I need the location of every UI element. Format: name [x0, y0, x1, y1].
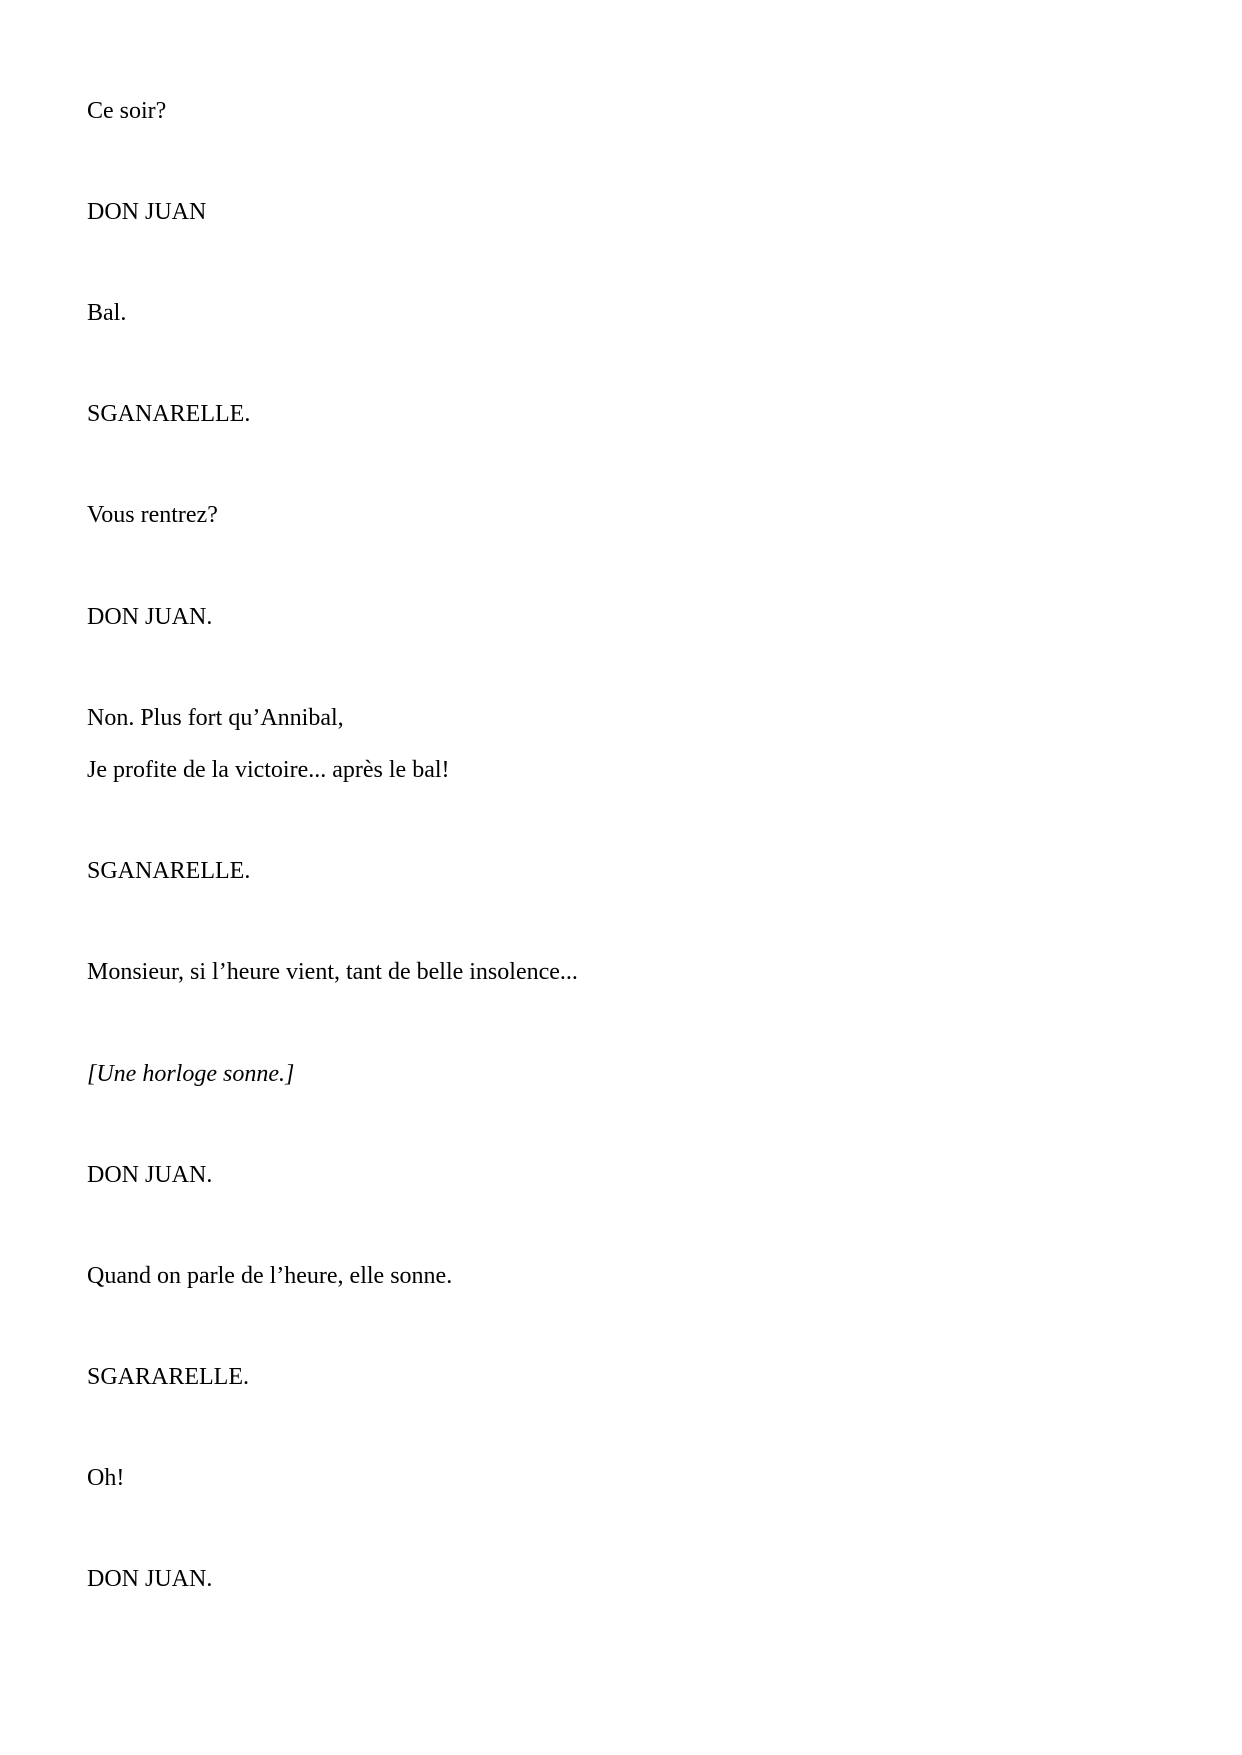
- dialogue-line: Monsieur, si l’heure vient, tant de belle insolence...: [87, 959, 578, 985]
- dialogue-line: Ce soir?: [87, 98, 167, 124]
- speaker-name: SGANARELLE.: [87, 401, 251, 427]
- dialogue-line: Non. Plus fort qu’Annibal,: [87, 705, 344, 731]
- dialogue-line: Vous rentrez?: [87, 502, 218, 528]
- speaker-name: DON JUAN: [87, 199, 207, 225]
- dialogue-line: Bal.: [87, 300, 127, 326]
- speaker-name: SGANARELLE.: [87, 858, 251, 884]
- speaker-name: DON JUAN.: [87, 1162, 213, 1188]
- speaker-name: DON JUAN.: [87, 604, 213, 630]
- speaker-name: DON JUAN.: [87, 1566, 213, 1592]
- speaker-name: SGARARELLE.: [87, 1364, 249, 1390]
- dialogue-line: Je profite de la victoire... après le bal!: [87, 757, 450, 783]
- dialogue-line: Oh!: [87, 1465, 125, 1491]
- dialogue-line: Quand on parle de l’heure, elle sonne.: [87, 1263, 453, 1289]
- stage-direction: [Une horloge sonne.]: [87, 1061, 295, 1087]
